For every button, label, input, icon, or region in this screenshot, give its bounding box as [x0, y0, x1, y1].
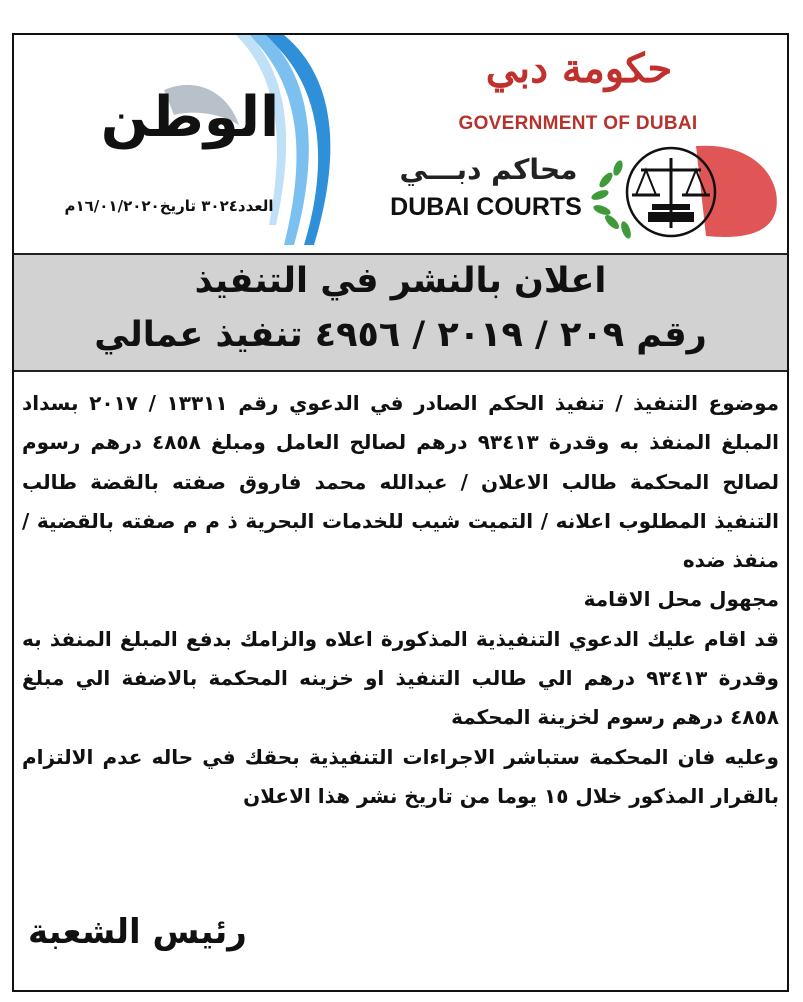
- signature: رئيس الشعبة: [28, 912, 247, 952]
- paragraph-warning: وعليه فان المحكمة ستباشر الاجراءات التنفيذية بحقك في حاله عدم الالتزام بالقرار المذكور خلال ١٥ يوما من تاريخ نشر هذا الاعلان: [22, 744, 779, 808]
- issue-date-line: العدد٣٠٢٤ تاريخ١٦/٠١/٢٠٢٠م: [64, 197, 274, 215]
- case-number: رقم ٢٠٩ / ٢٠١٩ / ٤٩٥٦ تنفيذ عمالي: [94, 315, 707, 355]
- newspaper-logo: الوطن: [100, 85, 280, 150]
- notice-title: اعلان بالنشر في التنفيذ: [194, 261, 607, 301]
- government-english-logo: GOVERNMENT OF DUBAI: [458, 113, 698, 134]
- courts-arabic-name: محاكم دبـــي: [399, 153, 578, 186]
- scales-of-justice-icon: [586, 140, 778, 240]
- courts-english-name: DUBAI COURTS: [390, 193, 582, 221]
- paragraph-address: مجهول محل الاقامة: [583, 587, 779, 612]
- notice-body: [22, 384, 779, 816]
- paragraph-claim: قد اقام عليك الدعوي التنفيذية المذكورة اعلاه والزامك بدفع المبلغ المنفذ به وقدرة ٩٣٤١٣ درهم الي طالب التنفيذ او خزينه المحكمة بالاضفة الي مبلغ ٤٨٥٨ درهم رسوم لخزينة المحكمة: [22, 626, 779, 730]
- government-arabic-logo: حكومة دبي: [485, 45, 673, 92]
- notice-title-band: [14, 253, 787, 372]
- header: [14, 35, 787, 253]
- paragraph-subject: موضوع التنفيذ / تنفيذ الحكم الصادر في الدعوي رقم ١٣٣١١ / ٢٠١٧ بسداد المبلغ المنفذ به وقدرة ٩٣٤١٣ درهم لصالح العامل ومبلغ ٤٨٥٨ درهم رسوم لصالح المحكمة طالب الاعلان / عبدالله محمد فاروق صفته بالقضة طالب التنفيذ المطلوب اعلانه / التميت شيب للخدمات البحرية ذ م م صفته بالقضية / منفذ ضده: [22, 391, 780, 573]
